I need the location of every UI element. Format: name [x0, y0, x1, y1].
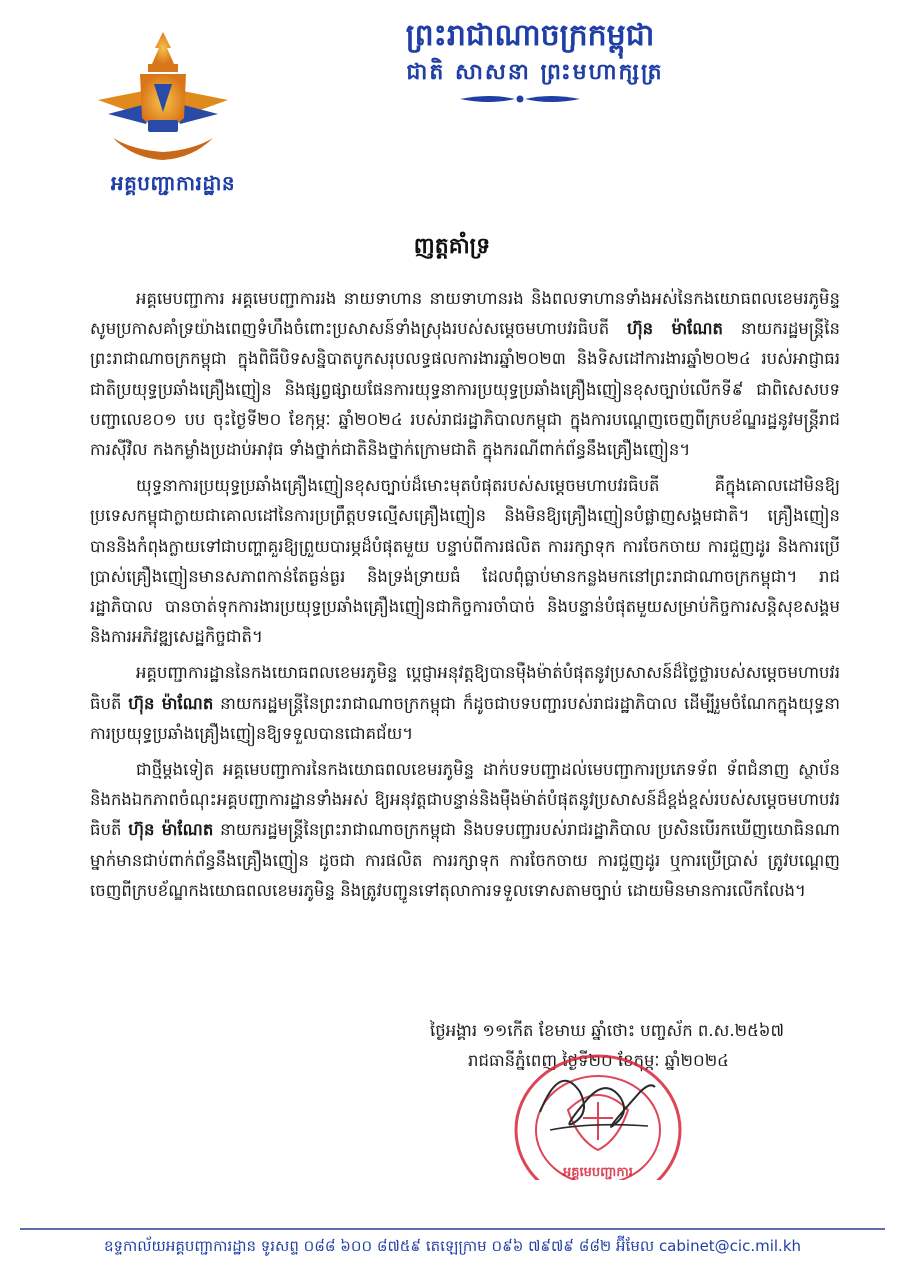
solar-date: រាជធានីភ្នំពេញ ថ្ងៃទី២០ ខែកុម្ភៈ ឆ្នាំ២០២៤: [468, 1051, 729, 1070]
document-body: [90, 284, 840, 912]
military-emblem-logo: [88, 28, 238, 168]
national-motto: ជាតិ សាសនា ព្រះមហាក្សត្រ: [406, 60, 664, 85]
seal-label: អគ្គមេបញ្ជាការ: [563, 1165, 633, 1180]
footer-email: cabinet@cic.mil.kh: [658, 1237, 802, 1255]
paragraph-4-lead: ជាថ្មីម្តងទៀត អគ្គមេបញ្ជាការនៃកងយោធពលខេមរភូមិន្ទ ដាក់បទបញ្ជាដល់មេបញ្ជាការប្រភេទទ័ព ទ័ពជំនាញ ស្ថាប័ននិងកងឯកភាពចំណុះអគ្គបញ្ជាការដ្ឋានទាំងអស់ ឱ្យអនុវត្តជាបន្ទាន់និងម៉ឺងម៉ាត់បំផុតនូវប្រសាសន៍ដ៏ខ្ពង់ខ្ពស់របស់សម្តេចមហាបវរធិបតី: [90, 760, 840, 840]
footer-contact: [20, 1234, 885, 1258]
footer-divider: [20, 1228, 885, 1230]
paragraph-4-rest: នាយករដ្ឋមន្ត្រីនៃព្រះរាជាណាចក្រកម្ពុជា និងបទបញ្ជារបស់រាជរដ្ឋាភិបាល ប្រសិនបើរកឃើញយោធិនណាម្នាក់មានជាប់ពាក់ព័ន្ធនឹងគ្រឿងញៀន ដូចជា ការផលិត ការរក្សាទុក ការចែកចាយ ការជួញដូរ ឬការប្រើប្រាស់ ត្រូវបណ្តេញចេញពីក្របខ័ណ្ឌកងយោធពលខេមរភូមិន្ទ និងត្រូវបញ្ជូនទៅតុលាការទទួលទោសតាមច្បាប់ ដោយមិនមានការលើកលែង។: [90, 820, 840, 900]
paragraph-1-rest: នាយករដ្ឋមន្ត្រីនៃព្រះរាជាណាចក្រកម្ពុជា ក្នុងពិធីបិទសន្និបាតបូកសរុបលទ្ធផលការងារឆ្នាំ២០២៣ និងទិសដៅការងារឆ្នាំ២០២៤ របស់អាជ្ញាធរជាតិប្រយុទ្ធប្រឆាំងគ្រឿងញៀន និងផ្សព្វផ្សាយផែនការយុទ្ធនាការប្រយុទ្ធប្រឆាំងគ្រឿងញៀនខុសច្បាប់លើកទី៩ ជាពិសេសបទបញ្ជាលេខ០១ បប ចុះថ្ងៃទី២០ ខែកុម្ភៈ ឆ្នាំ២០២៤ របស់រាជរដ្ឋាភិបាលកម្ពុជា ក្នុងការបណ្តេញចេញពីក្របខ័ណ្ឌរដ្ឋនូវមន្ត្រីរាជការស៊ីវិល កងកម្លាំងប្រដាប់អាវុធ ទាំងថ្នាក់ជាតិនិងថ្នាក់ក្រោមជាតិ ក្នុងករណីពាក់ព័ន្ធនឹងគ្រឿងញៀន។: [90, 319, 840, 460]
document-title: ញត្តគាំទ្រ: [413, 234, 491, 259]
kingdom-heading: ព្រះរាជាណាចក្រកម្ពុជា: [405, 18, 655, 53]
paragraph-4: [90, 755, 840, 906]
lunar-date: ថ្ងៃអង្គារ ១១កើត ខែមាឃ ឆ្នាំថោះ បញ្ចស័ក ព.ស.២៥៦៧: [430, 1021, 784, 1040]
paragraph-3-lead: អគ្គបញ្ជាការដ្ឋាននៃកងយោធពលខេមរភូមិន្ទ ប្តេជ្ញាអនុវត្តឱ្យបានម៉ឺងម៉ាត់បំផុតនូវប្រសាសន៍ដ៏ថ្លៃថ្លារបស់សម្តេចមហាបវរធិបតី: [90, 663, 840, 713]
footer-contact-text: ឧទ្ទកាល័យអគ្គបញ្ជាការដ្ឋាន ទូរសព្ទ ០៨៨ ៦០០ ៨៧៥៩ តេឡេក្រាម ០៩៦ ៧៩៧៩ ៨៨២ អ៊ីមែល: [103, 1237, 655, 1255]
paragraph-2: យុទ្ធនាការប្រយុទ្ធប្រឆាំងគ្រឿងញៀនខុសច្បាប់ដ៏មោះមុតបំផុតរបស់សម្តេចមហាបវរធិបតី គឺក្នុងគោលដៅមិនឱ្យប្រទេសកម្ពុជាក្លាយជាគោលដៅនៃការប្រព្រឹត្តបទល្មើសគ្រឿងញៀន និងមិនឱ្យគ្រឿងញៀនបំផ្លាញសង្គមជាតិ។ គ្រឿងញៀន បាននិងកំពុងក្លាយទៅជាបញ្ហាគួរឱ្យព្រួយបារម្ភដ៏បំផុតមួយ បន្ទាប់ពីការផលិត ការរក្សាទុក ការចែកចាយ ការជួញដូរ និងការប្រើប្រាស់គ្រឿងញៀនមានសភាពកាន់តែធ្ងន់ធ្ងរ និងទ្រង់ទ្រាយធំ ដែលពុំធ្លាប់មានកន្លងមកនៅព្រះរាជាណាចក្រកម្ពុជា។ រាជរដ្ឋាភិបាល បានចាត់ទុកការងារប្រយុទ្ធប្រឆាំងគ្រឿងញៀនជាកិច្ចការចាំបាច់ និងបន្ទាន់បំផុតមួយសម្រាប់កិច្ចការសន្តិសុខសង្គម និងការអភិវឌ្ឍសេដ្ឋកិច្ចជាតិ។: [90, 476, 840, 647]
prime-minister-name: ហ៊ុន ម៉ាណែត: [626, 319, 724, 339]
prime-minister-name: ហ៊ុន ម៉ាណែត: [128, 693, 214, 713]
organization-name: អគ្គបញ្ជាការដ្ឋាន: [110, 171, 236, 195]
paragraph-1: [90, 284, 840, 465]
handwritten-signature: [530, 1052, 660, 1148]
paragraph-3: [90, 658, 840, 749]
prime-minister-name: ហ៊ុន ម៉ាណែត: [128, 820, 214, 840]
paragraph-3-rest: នាយករដ្ឋមន្ត្រីនៃព្រះរាជាណាចក្រកម្ពុជា ក៏ដូចជាបទបញ្ជារបស់រាជរដ្ឋាភិបាល ដើម្បីរួមចំណែកក្នុងយុទ្ធនាការប្រយុទ្ធប្រឆាំងគ្រឿងញៀនឱ្យទទួលបានជោគជ័យ។: [90, 693, 840, 743]
paragraph-1-lead: អគ្គមេបញ្ជាការ អគ្គមេបញ្ជាការរង នាយទាហាន នាយទាហានរង និងពលទាហានទាំងអស់នៃកងយោធពលខេមរភូមិន្ទ សូមប្រកាសគាំទ្រយ៉ាងពេញទំហឹងចំពោះប្រសាសន៍ទាំងស្រុងរបស់សម្តេចមហាបវរធិបតី: [90, 289, 840, 339]
header-ornament: [455, 92, 585, 106]
